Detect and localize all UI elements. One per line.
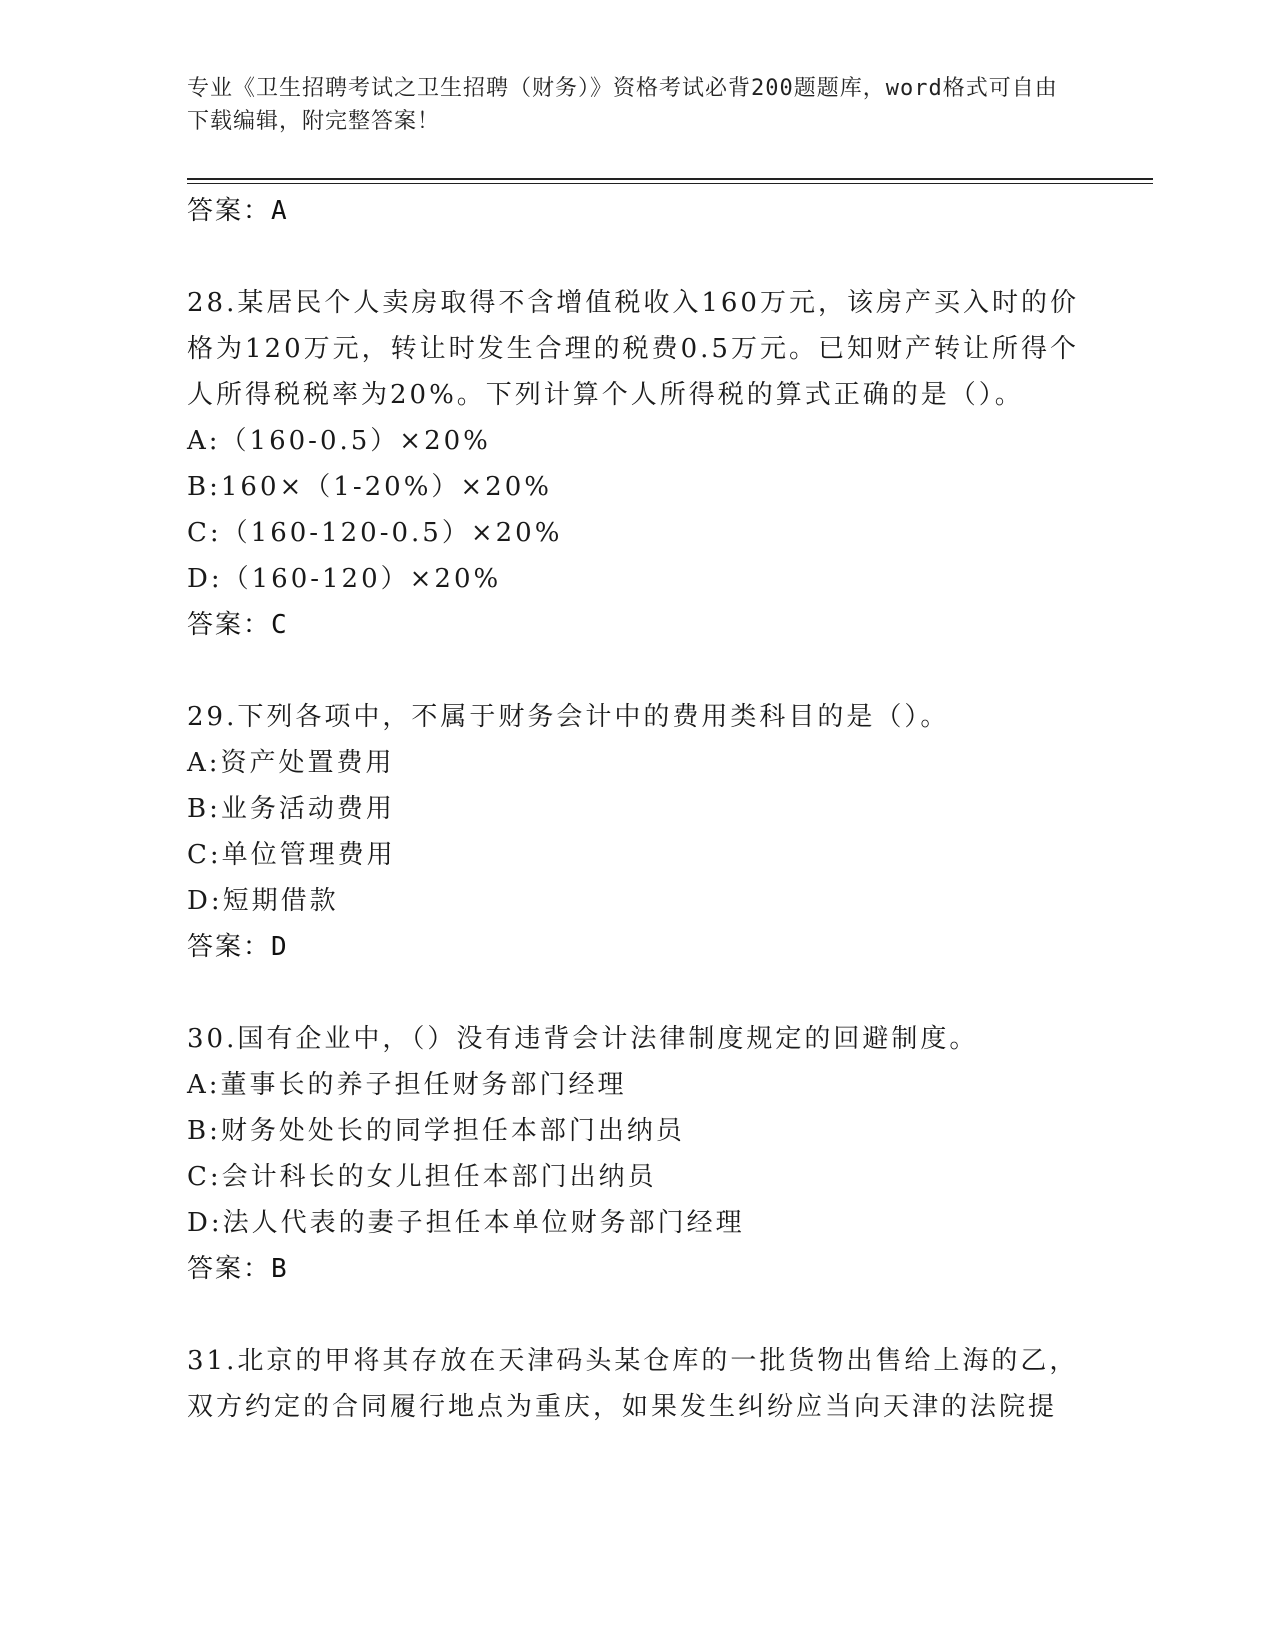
- option-c: C:会计科长的女儿担任本部门出纳员: [187, 1162, 657, 1192]
- question-30: [187, 1016, 1087, 1292]
- question-stem: 29.下列各项中，不属于财务会计中的费用类科目的是（）。: [187, 702, 950, 732]
- answer-label: 答案：: [187, 932, 272, 962]
- answer-value: B: [271, 1254, 287, 1284]
- answer-line: [187, 188, 1087, 234]
- option-c: C:（160-120-0.5）×20%: [187, 518, 563, 548]
- option-a: A:资产处置费用: [187, 748, 395, 778]
- question-stem: 30.国有企业中，（）没有违背会计法律制度规定的回避制度。: [187, 1024, 979, 1054]
- option-d: D:法人代表的妻子担任本单位财务部门经理: [187, 1208, 745, 1238]
- question-29: [187, 694, 1087, 970]
- option-c: C:单位管理费用: [187, 840, 396, 870]
- header-rule-thin: [187, 183, 1153, 184]
- option-a: A:（160-0.5）×20%: [187, 426, 491, 456]
- option-b: B:财务处处长的同学担任本部门出纳员: [187, 1116, 685, 1146]
- option-d: D:短期借款: [187, 886, 339, 916]
- document-body: [187, 188, 1087, 1430]
- answer-line: [187, 1246, 1087, 1292]
- answer-label: 答案：: [187, 196, 272, 226]
- answer-label: 答案：: [187, 610, 272, 640]
- question-stem: 31.北京的甲将其存放在天津码头某仓库的一批货物出售给上海的乙，双方约定的合同履行地点为重庆，如果发生纠纷应当向天津的法院提: [187, 1346, 1079, 1422]
- answer-line: [187, 924, 1087, 970]
- question-stem: 28.某居民个人卖房取得不含增值税收入160万元，该房产买入时的价格为120万元，转让时发生合理的税费0.5万元。已知财产转让所得个人所得税税率为20%。下列计算个人所得税的算式正确的是（）。: [187, 288, 1079, 410]
- option-b: B:160×（1-20%）×20%: [187, 472, 552, 502]
- option-a: A:董事长的养子担任财务部门经理: [187, 1070, 627, 1100]
- page-header: 专业《卫生招聘考试之卫生招聘（财务）》资格考试必背200题题库，word格式可自由下载编辑，附完整答案！: [187, 76, 1058, 134]
- question-31: [187, 1338, 1087, 1430]
- answer-line: [187, 602, 1087, 648]
- answer-value: A: [271, 196, 287, 226]
- option-d: D:（160-120）×20%: [187, 564, 502, 594]
- question-28: [187, 280, 1087, 648]
- option-b: B:业务活动费用: [187, 794, 395, 824]
- header-rule-thick: [187, 178, 1153, 180]
- answer-value: C: [271, 610, 287, 640]
- answer-label: 答案：: [187, 1254, 272, 1284]
- answer-value: D: [271, 932, 287, 962]
